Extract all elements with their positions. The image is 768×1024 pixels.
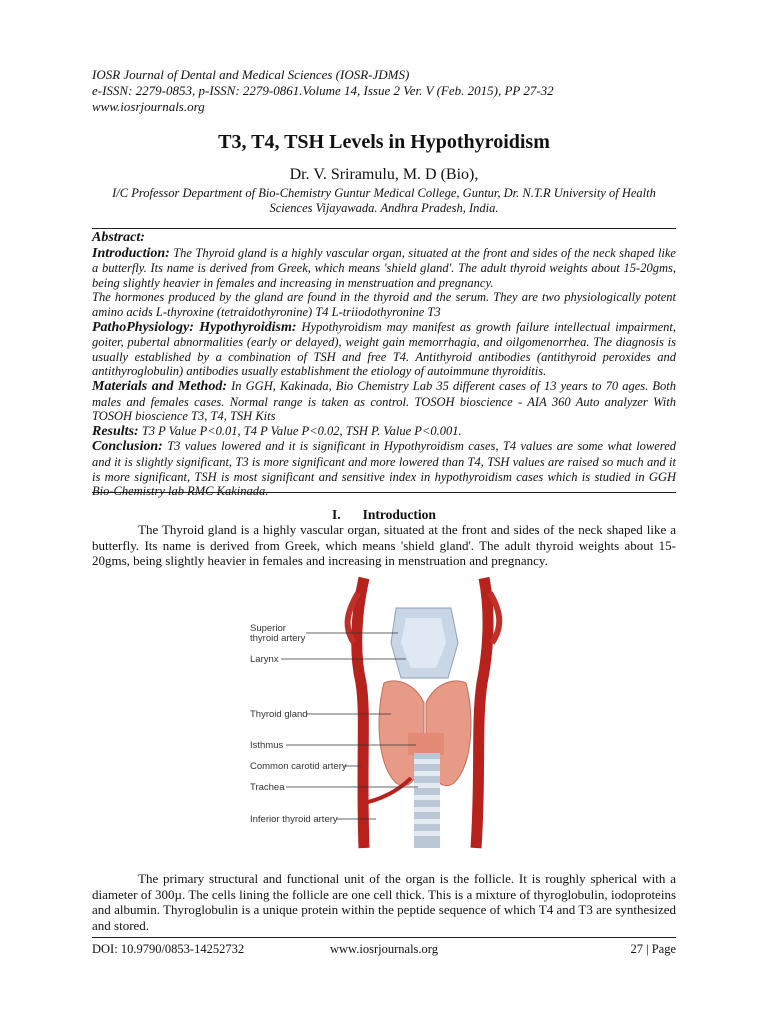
label-trachea: Trachea xyxy=(250,782,285,793)
label-larynx: Larynx xyxy=(250,654,279,665)
footer-page-number: 27 | Page xyxy=(630,942,676,956)
results-text: T3 P Value P<0.01, T4 P Value P<0.02, TSH P. Value P<0.001. xyxy=(138,423,462,438)
intro-paragraph-2-text: The primary structural and functional unit of the organ is the follicle. It is roughly spherical with a diameter of 300µ. The cells lining the follicle are one cell thick. This is a mixture of thyroglobulin, iodoproteins and albumin. Thyroglobulin is a unique protein within the peptide sequence of which T4 and T3 are synthesized and stored. xyxy=(92,871,676,933)
label-inferior-thyroid: Inferior thyroid artery xyxy=(250,814,338,825)
abstract-block xyxy=(92,230,676,499)
footer-website[interactable]: www.iosrjournals.org xyxy=(330,942,438,956)
conclusion-text: T3 values lowered and it is significant in Hypothyroidism cases, T4 values are some what lowered and it is slightly significant, T3 is more significant and more lowered than T4, TSH values are raised so much and it is more significant, TSH is most significant and sensitive index in hypothyroidism cases which is studied in GGH Bio-Chemistry lab RMC Kakinada. xyxy=(92,439,676,499)
methods-text: In GGH, Kakinada, Bio Chemistry Lab 35 different cases of 13 years to 70 ages. Both males and females cases. Normal range is taken as control. TOSOH bioscience - AIA 360 Auto analyzer With TOSOH bioscience T3, T4, TSH Kits xyxy=(92,378,676,424)
footer-doi: DOI: 10.9790/0853-14252732 xyxy=(92,942,245,956)
author-affiliation: I/C Professor Department of Bio-Chemistry Guntur Medical College, Guntur, Dr. N.T.R University of Health Sciences Vijayawada. Andhra Pradesh, India. xyxy=(112,186,656,215)
intro-paragraph-2 xyxy=(92,871,676,933)
intro-paragraph-1 xyxy=(92,522,676,569)
methods-label: Materials and Method: xyxy=(92,378,227,394)
label-thyroid-gland: Thyroid gland xyxy=(250,709,308,720)
abstract-heading: Abstract: xyxy=(92,230,145,245)
trachea-shape xyxy=(414,753,440,848)
results-label: Results: xyxy=(92,423,139,439)
section-number: I. xyxy=(332,507,341,522)
pathophysiology-text: Hypothyroidism may manifest as growth failure intellectual impairment, goiter, pubertal abnormalities (early or delayed), weight gain memorrhagia, and oilgomenorrhea. The diagnosis is usually established by a combination of TSH and free T4. Antithyroid antibodies (antithyroid peroxides and antithyroglobulin) antibodies usually establishment the etiology of autoimmune thyroiditis. xyxy=(92,319,676,379)
label-common-carotid: Common carotid artery xyxy=(250,761,347,772)
thyroid-anatomy-figure xyxy=(236,573,536,853)
label-superior: Superior xyxy=(250,623,286,634)
paper-title: T3, T4, TSH Levels in Hypothyroidism xyxy=(218,131,550,153)
introduction-text: The Thyroid gland is a highly vascular organ, situated at the front and sides of the neck shaped like a butterfly. Its name is derived from Greek, which means 'shield gland'. The adult thyroid weights about 15-20gms, being slightly heavier in females and increasing in menstruation and pregnancy. xyxy=(92,245,676,290)
journal-header xyxy=(92,67,692,115)
intro-paragraph-1-text: The Thyroid gland is a highly vascular organ, situated at the front and sides of the neck shaped like a butterfly. Its name is derived from Greek, which means 'shield gland'. The adult thyroid weights about 15-20gms, being slightly heavier in females and increasing in menstruation and pregnancy. xyxy=(92,522,676,569)
abstract-bottom-rule xyxy=(92,492,676,493)
introduction-label: Introduction: xyxy=(92,245,170,261)
abstract-top-rule xyxy=(92,228,676,229)
section-title: Introduction xyxy=(362,507,436,522)
hormones-text: The hormones produced by the gland are found in the thyroid and the serum. They are two physiologically potent amino acids L-thyroxine (tetraidothyronine) T4 L-triiodothyronine T3 xyxy=(92,290,676,319)
journal-name: IOSR Journal of Dental and Medical Sciences (IOSR-JDMS) xyxy=(92,67,410,82)
paper-author: Dr. V. Sriramulu, M. D (Bio), xyxy=(289,166,479,183)
journal-website[interactable]: www.iosrjournals.org xyxy=(92,99,205,114)
journal-issn: e-ISSN: 2279-0853, p-ISSN: 2279-0861.Volume 14, Issue 2 Ver. V (Feb. 2015), PP 27-32 xyxy=(92,83,554,98)
pathophysiology-label: PathoPhysiology: Hypothyroidism: xyxy=(92,319,297,335)
footer-rule xyxy=(92,937,676,938)
isthmus-shape xyxy=(408,733,444,755)
section-heading xyxy=(0,507,768,523)
left-carotid-artery xyxy=(357,578,364,848)
label-thyroid-artery: thyroid artery xyxy=(250,633,306,644)
label-isthmus: Isthmus xyxy=(250,740,284,751)
conclusion-label: Conclusion: xyxy=(92,439,163,455)
